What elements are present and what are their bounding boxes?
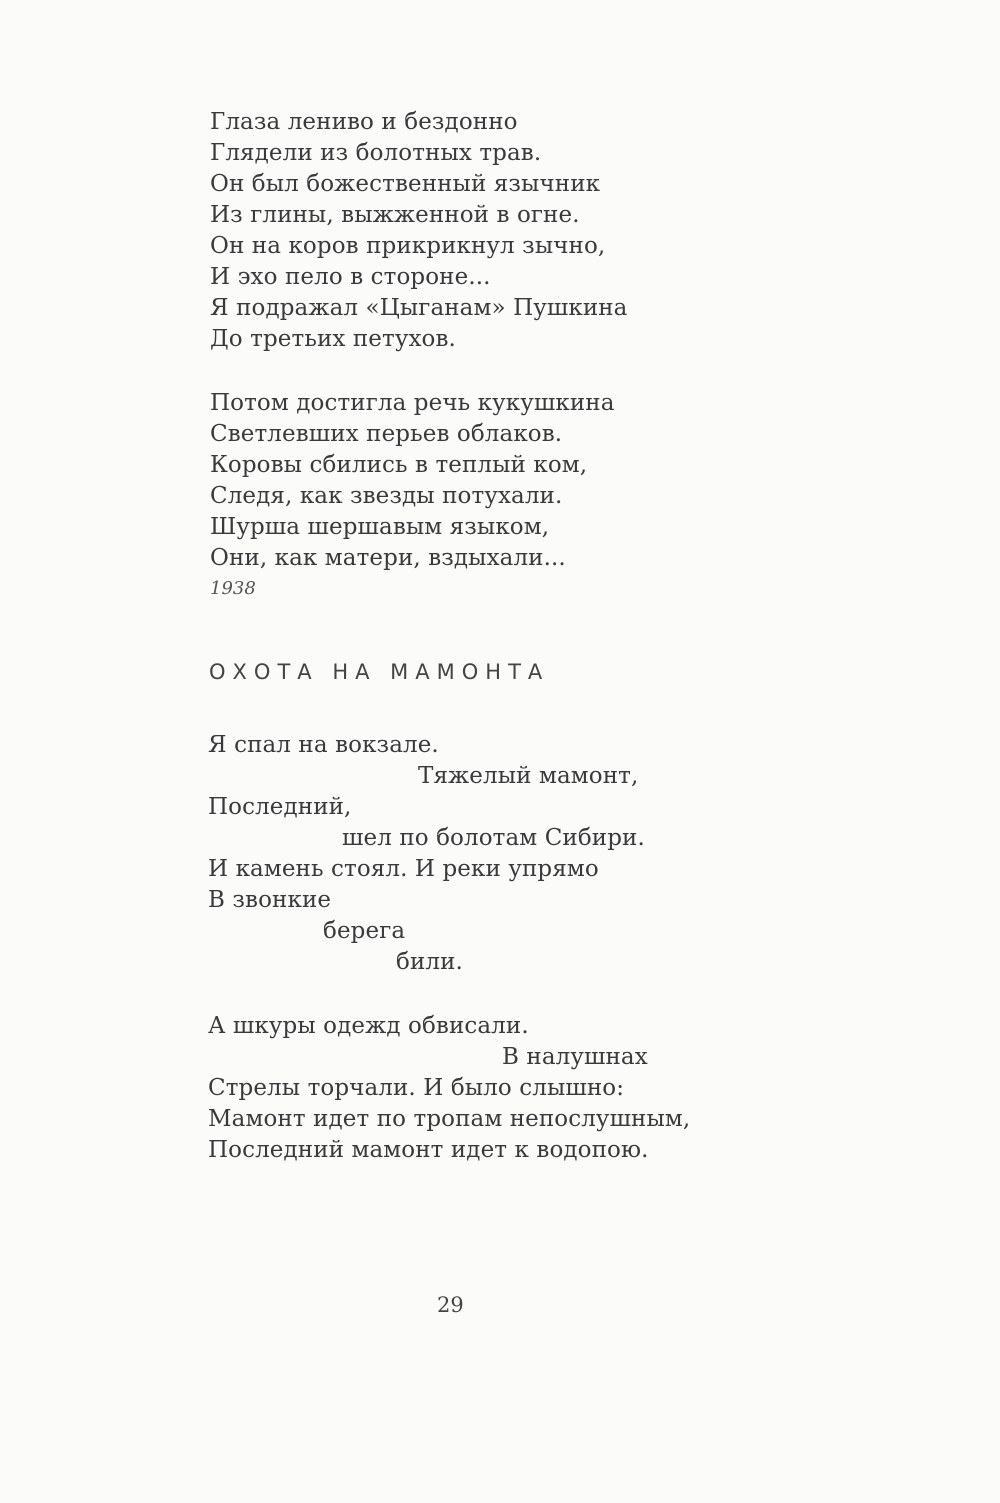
poem-line: Я подражал «Цыганам» Пушкина [210, 295, 628, 321]
poem-line: Он был божественный язычник [210, 171, 601, 197]
poem-line: Глядели из болотных трав. [210, 140, 542, 166]
poem-line: Тяжелый мамонт, [418, 763, 639, 789]
poem-line: Светлевших перьев облаков. [210, 421, 563, 447]
poem-line: Они, как матери, вздыхали... [210, 545, 566, 571]
poem-line: В звонкие [208, 887, 332, 913]
poem-line: До третьих петухов. [210, 326, 456, 352]
page-number: 29 [437, 1293, 464, 1317]
poem-year: 1938 [210, 578, 256, 599]
poem-line: Мамонт идет по тропам непослушным, [208, 1106, 691, 1132]
poem-line: В налушнах [502, 1044, 648, 1070]
poem-line: берега [323, 918, 406, 944]
poem-line: Шурша шершавым языком, [210, 514, 550, 540]
poem-line: били. [396, 949, 463, 975]
poem-line: Последний, [208, 794, 352, 820]
poem-line: И камень стоял. И реки упрямо [208, 856, 599, 882]
poem-line: Он на коров прикрикнул зычно, [210, 233, 606, 259]
poem-line: Потом достигла речь кукушкина [210, 390, 615, 416]
poem-line: Стрелы торчали. И было слышно: [208, 1075, 625, 1101]
poem-line: Глаза лениво и бездонно [210, 109, 518, 135]
poem-line: шел по болотам Сибири. [342, 825, 645, 851]
poem-line: Последний мамонт идет к водопою. [208, 1137, 649, 1163]
poem-line: Коровы сбились в теплый ком, [210, 452, 588, 478]
poem-line: Я спал на вокзале. [208, 732, 439, 758]
poem-line: А шкуры одежд обвисали. [208, 1013, 529, 1039]
poem-title: ОХОТА НА МАМОНТА [209, 660, 550, 684]
poem-line: И эхо пело в стороне... [210, 264, 491, 290]
poem-line: Следя, как звезды потухали. [210, 483, 563, 509]
poem-line: Из глины, выжженной в огне. [210, 202, 580, 228]
